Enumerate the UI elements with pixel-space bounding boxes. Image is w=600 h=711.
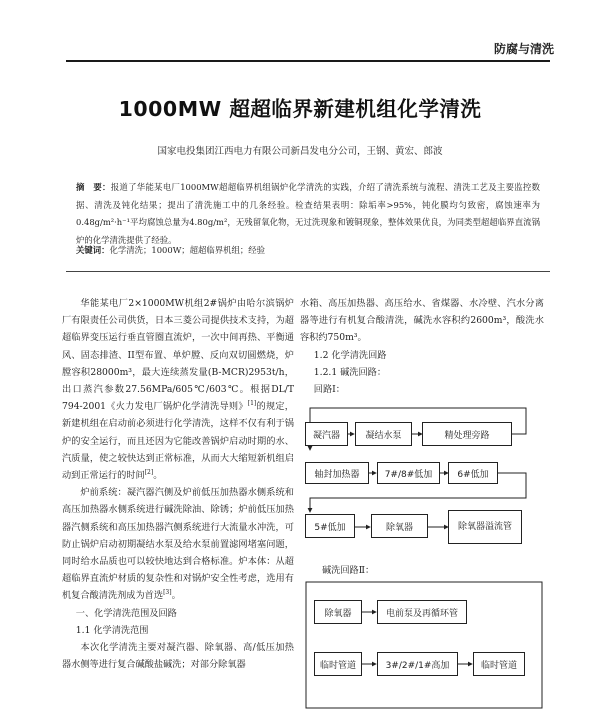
section-heading: 一、化学清洗范围及回路 [75,607,177,619]
lp-heaters-78-box: 7#/8#低加 [377,462,440,484]
abstract-rule [66,271,550,272]
left-column [62,295,294,673]
polisher-bypass-box: 精处理旁路 [422,422,512,446]
pump-recirculation-box: 电前泵及再循环管 [377,600,467,624]
paragraph: 本次化学清洗主要对凝汽器、除氧器、高/低压加热器水侧等进行复合碱酸盐碱洗；对部分除氧器 [62,642,294,671]
citation[interactable]: [3] [163,589,172,597]
loop-label: 回路Ⅰ： [313,384,345,396]
citation[interactable]: [1] [247,400,257,408]
lp-heater-5-box: 5#低加 [305,514,355,538]
flow-arrows-2 [300,576,550,711]
paragraph: 炉前系统：凝汽器汽侧及炉前低压加热器水侧系统和高压加热器水侧系统进行碱洗除油、除锈；炉前低压加热器汽侧系统和高压加热器汽侧系统进行大流量水冲洗，可防止锅炉启动初期凝结水泵及给水泵前置滤网堵塞问题，同时给水品质也可以较快地达到合格标准。炉本体：从超超临界直流炉材质的复杂性和对锅炉安全性考虑，选用有机复合酸清洗剂成为首选[3]。 [62,487,294,602]
paragraph: 水箱、高压加热器、高压给水、省煤器、水冷壁、汽水分离器等进行有机复合酸清洗，碱洗水容积约2600m³，酸洗水容积约750m³。 [300,298,544,344]
keywords-text: 化学清洗；1000W；超超临界机组；经验 [109,245,266,255]
subsection-heading: 1.2 化学清洗回路 [313,349,387,361]
paragraph: 华能某电厂2×1000MW机组2#锅炉由哈尔滨锅炉厂有限责任公司供货，日本三菱公司提供技术支持，为超超临界变压运行垂直管圈直流炉，一次中间再热、平衡通风、固态排渣、II型布置、单炉膛、反向双切圆燃烧，炉膛容积28000m³，最大连续蒸发量(B-MCR)2953t/h，出口蒸汽参数27.56MPa/605℃/603℃。根据DL/T 794-2001《火力发电厂锅炉化学清洗导则》[1]的规定，新建机组在启动前必须进行化学清洗，这样不仅有利于锅炉的安全运行，而且还因为它能改善锅炉启动时期的水、汽质量，使之较快达到正常标准，从而大大缩短新机组启动到正常运行的时间[2]。 [62,298,294,482]
subsubsection-heading: 1.2.1 碱洗回路： [313,366,387,378]
citation[interactable]: [2] [144,468,154,476]
deaerator-overflow-box: 除氧器溢流管 [448,510,522,544]
keywords [76,244,540,256]
right-column [300,295,544,398]
lp-heater-6-box: 6#低加 [448,462,498,484]
flow-diagram-1 [300,400,550,550]
temporary-pipe-box: 临时管道 [314,652,362,676]
header-rule [66,60,550,62]
keywords-label: 关键词： [76,245,110,255]
shaft-heater-box: 轴封加热器 [305,462,369,484]
subsection-heading: 1.1 化学清洗范围 [75,624,149,636]
abstract-label: 摘 要： [76,182,111,192]
hp-heaters-box: 3#/2#/1#高加 [377,652,458,676]
deaerator-box: 除氧器 [371,514,428,538]
temporary-pipe-box-2: 临时管道 [473,652,525,676]
deaerator-box-2: 除氧器 [314,600,362,624]
abstract [76,179,540,249]
condensate-pump-box: 凝结水泵 [355,422,412,446]
section-tag: 防腐与清洗 [493,42,554,56]
condenser-box: 凝汽器 [305,422,348,446]
authors: 国家电投集团江西电力有限公司新昌发电分公司，王钢、黄宏、郎波 [157,146,443,157]
paper-title: 1000MW 超超临界新建机组化学清洗 [118,97,482,121]
loop-2-label: 碱洗回路Ⅱ： [322,565,375,576]
flow-diagram-2 [300,576,550,711]
abstract-text: 报道了华能某电厂1000MW超超临界机组锅炉化学清洗的实践，介绍了清洗系统与流程、清洗工艺及主要监控数据、清洗及钝化结果；提出了清洗施工中的几条经验。检查结果表明：除垢率>95%，钝化膜均匀致密，腐蚀速率为0.48g/m²·h⁻¹平均腐蚀总量为4.80g/m²，无残留氧化物，无过洗现象和镀铜现象，整体效果优良，为同类型超超临界直流锅炉的化学清洗提供了经验。 [76,182,540,245]
